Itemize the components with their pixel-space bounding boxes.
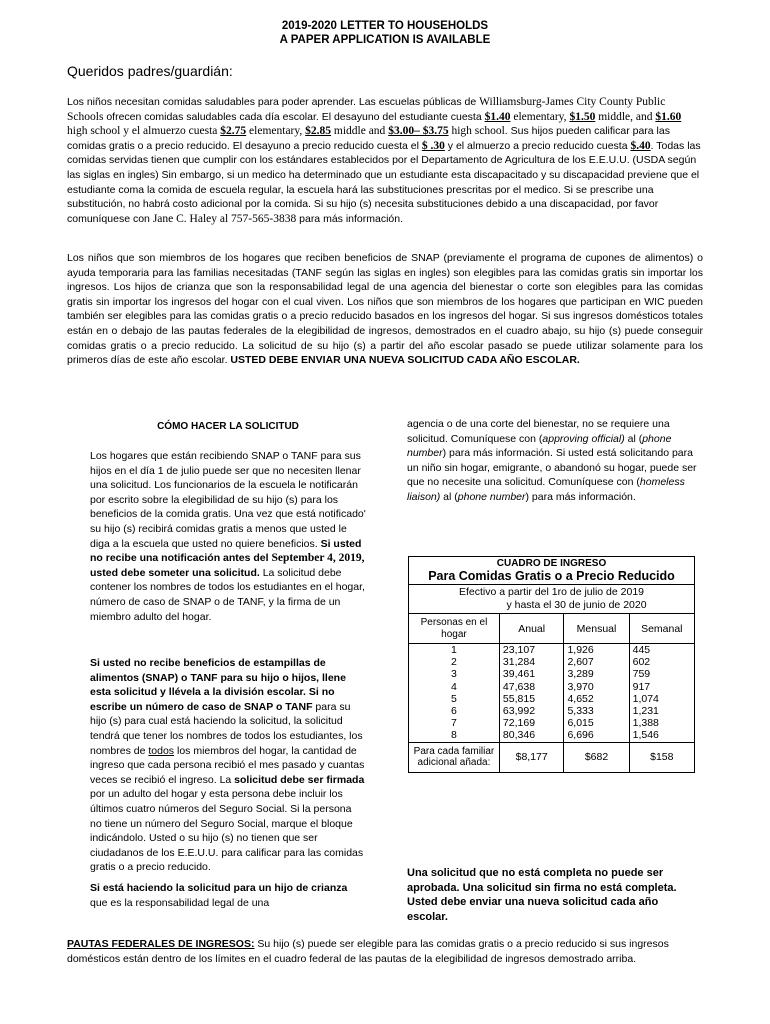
notification-deadline: September 4, 2019, xyxy=(271,552,365,565)
income-chart-subtitle: Para Comidas Gratis o a Precio Reducido xyxy=(409,569,695,585)
eligibility-paragraph: Los niños que son miembros de los hogares que reciben beneficios de SNAP (previamente el programa de cupones de alimentos) o ayuda temporaria para las familias necesitadas (TANF según las siglas en ingles) son elegibles para las comidas gratis sin importar los ingresos. Los hijos de crianza que son la responsabilidad legal de una agencia del bienestar o corte son elegibles para las comidas gratis sin importar los ingresos del hogar con el cual viven. Los niños que son miembros de los hogares que participan en WIC pueden también ser elegibles para las comidas gratis o a precio reducido basados en los ingresos del hogar. Si sus ingresos domésticos totales están en o debajo de las pautas federales de la elegibilidad de ingresos, demostrados en el cuadro abajo, su hijo (s) puede conseguir comidas gratis o a precio reducido. La solicitud de su hijo (s) a partir del año escolar pasado se puede utilizar solamente para los primeros días de este año escolar. USTED DEBE ENVIAR UNA NUEVA SOLICITUD CADA AÑO ESCOLAR. xyxy=(67,252,703,367)
intro-paragraph: Los niños necesitan comidas saludables para poder aprender. Las escuelas públicas de Williamsburg-James City County Public Schools ofrecen comidas saludables cada día escolar. El desayuno del estudiante cuesta $1.40 elementary, $1.50 middle, and $1.60 high school y el almuerzo cuesta $2.75 elementary, $2.85 middle and $3.00– $3.75 high school. Sus hijos pueden calificar para las comidas gratis o a precio reducido. El desayuno a precio reducido cuesta el $ .30 y el almuerzo a precio reducido cuesta $.40. Todas las comidas servidas tienen que cumplir con los estándares establecidos por el Departamento de Agricultura de los E.E.U.U. (USDA según las siglas en ingles) Sin embargo, si un medico ha determinado que un estudiante esta discapacitado y su discapacidad previene que el estudiante coma la comida de escuela regular, la escuela hará las substituciones prescritas por el medico. Si se prescribe una substitución, no habrá costo adicional por la comida. Si su hijo (s) necesita substituciones debido a una discapacidad, por favor comuníquese con Jane C. Haley al 757-565-3838 para más información. xyxy=(67,96,701,225)
price-lunch-high: $3.00– $3.75 xyxy=(388,125,449,138)
right-column-paragraph: agencia o de una corte del bienestar, no se requiere una solicitud. Comuníquese con (approving official) al (phone number) para más información. Si usted está solicitando para un niño sin hogar, emigrante, o abandonó su hogar, puede ser que no necesite una solicitud. Comuníquese con (homeless liaison) al (phone number) para más información. xyxy=(407,418,697,503)
price-breakfast-high: $1.60 xyxy=(655,110,682,123)
price-reduced-lunch: $.40 xyxy=(630,139,651,152)
price-breakfast-middle: $1.50 xyxy=(569,110,596,123)
federal-guidelines-paragraph: PAUTAS FEDERALES DE INGRESOS: Su hijo (s) puede ser elegible para las comidas gratis o a precio reducido si sus ingresos domésticos están dentro de los límites en el cuadro federal de las pautas de la elegibilidad de ingresos demostrado arriba. xyxy=(67,938,669,965)
header-annual: Anual xyxy=(499,614,564,644)
additional-annual: $8,177 xyxy=(499,742,564,772)
price-lunch-middle: $2.85 xyxy=(305,125,332,138)
header-weekly: Semanal xyxy=(629,614,694,644)
price-reduced-breakfast: $ .30 xyxy=(421,139,445,152)
annual-column: 23,107 31,284 39,461 47,638 55,815 63,992 72,169 80,346 xyxy=(499,644,564,743)
district-name: Williamsburg-James City County Public Schools xyxy=(67,96,666,123)
monthly-column: 1,926 2,607 3,289 3,970 4,652 5,333 6,015 6,696 xyxy=(564,644,629,743)
additional-member-label: Para cada familiar adicional añada: xyxy=(409,742,500,772)
additional-weekly: $158 xyxy=(629,742,694,772)
letter-subtitle: A PAPER APPLICATION IS AVAILABLE xyxy=(279,34,491,46)
income-chart-caption: CUADRO DE INGRESO xyxy=(409,557,695,570)
income-chart xyxy=(408,556,695,773)
contact-info: Jane C. Haley al 757-565-3838 xyxy=(152,212,297,225)
foster-child-paragraph: Si está haciendo la solicitud para un hijo de crianza que es la responsabilidad legal de una xyxy=(90,882,348,909)
price-breakfast-elementary: $1.40 xyxy=(484,110,511,123)
reapply-notice: USTED DEBE ENVIAR UNA NUEVA SOLICITUD CADA AÑO ESCOLAR. xyxy=(230,354,580,367)
greeting: Queridos padres/guardián: xyxy=(67,63,233,79)
weekly-column: 445 602 759 917 1,074 1,231 1,388 1,546 xyxy=(629,644,694,743)
income-chart-effective-dates: Efectivo a partir del 1ro de julio de 2019 y hasta el 30 de junio de 2020 xyxy=(409,585,695,614)
price-lunch-elementary: $2.75 xyxy=(220,125,247,138)
additional-monthly: $682 xyxy=(564,742,629,772)
incomplete-application-notice: Una solicitud que no está completa no puede ser aprobada. Una solicitud sin firma no está completa. Usted debe enviar una nueva solicitud cada año escolar. xyxy=(407,867,677,923)
how-to-apply-paragraph-2: Si usted no recibe beneficios de estampillas de alimentos (SNAP) o TANF para su hijo o hijos, llene esta solicitud y llévela a la división escolar. Si no escribe un número de caso de SNAP o TANF para su hijo (s) para cual está haciendo la solicitud, la solicitud tendrá que tener los nombres de todos los estudiantes, los nombres de todos los miembros del hogar, la cantidad de ingreso que cada persona recibió el mes pasado y cuantas veces se recibió el ingreso. La solicitud debe ser firmada por un adulto del hogar y esta persona debe incluir los últimos cuatro números del Seguro Social. Si la persona no tiene un número del Seguro Social, marque el bloque indicándolo. Usted o su hijo (s) no tienen que ser ciudadanos de los E.E.U.U. para calificar para las comidas gratis o a precio reducido. xyxy=(90,657,365,874)
header-persons: Personas en el hogar xyxy=(409,614,500,644)
how-to-apply-title: CÓMO HACER LA SOLICITUD xyxy=(157,421,299,432)
federal-guidelines-label: PAUTAS FEDERALES DE INGRESOS: xyxy=(67,938,255,950)
letter-title: 2019-2020 LETTER TO HOUSEHOLDS xyxy=(281,20,489,32)
header-monthly: Mensual xyxy=(564,614,629,644)
persons-column: 1 2 3 4 5 6 7 8 xyxy=(409,644,500,743)
how-to-apply-paragraph-1: Los hogares que están recibiendo SNAP o TANF para sus hijos en el día 1 de julio puede ser que no necesiten llenar una solicitud. Los funcionarios de la escuela le notificarán por escrito sobre la elegibilidad de su hijo (s) para los beneficios de la comida gratis. Una vez que está notificado' su hijo (s) recibirá comidas gratis a menos que usted le diga a la escuela que usted no quiere beneficios. Si usted no recibe una notificación antes del September 4, 2019, usted debe someter una solicitud. La solicitud debe contener los nombres de todos los estudiantes en el hogar, número de caso de SNAP o de TANF, y la firma de un miembro adulto del hogar. xyxy=(90,450,366,623)
